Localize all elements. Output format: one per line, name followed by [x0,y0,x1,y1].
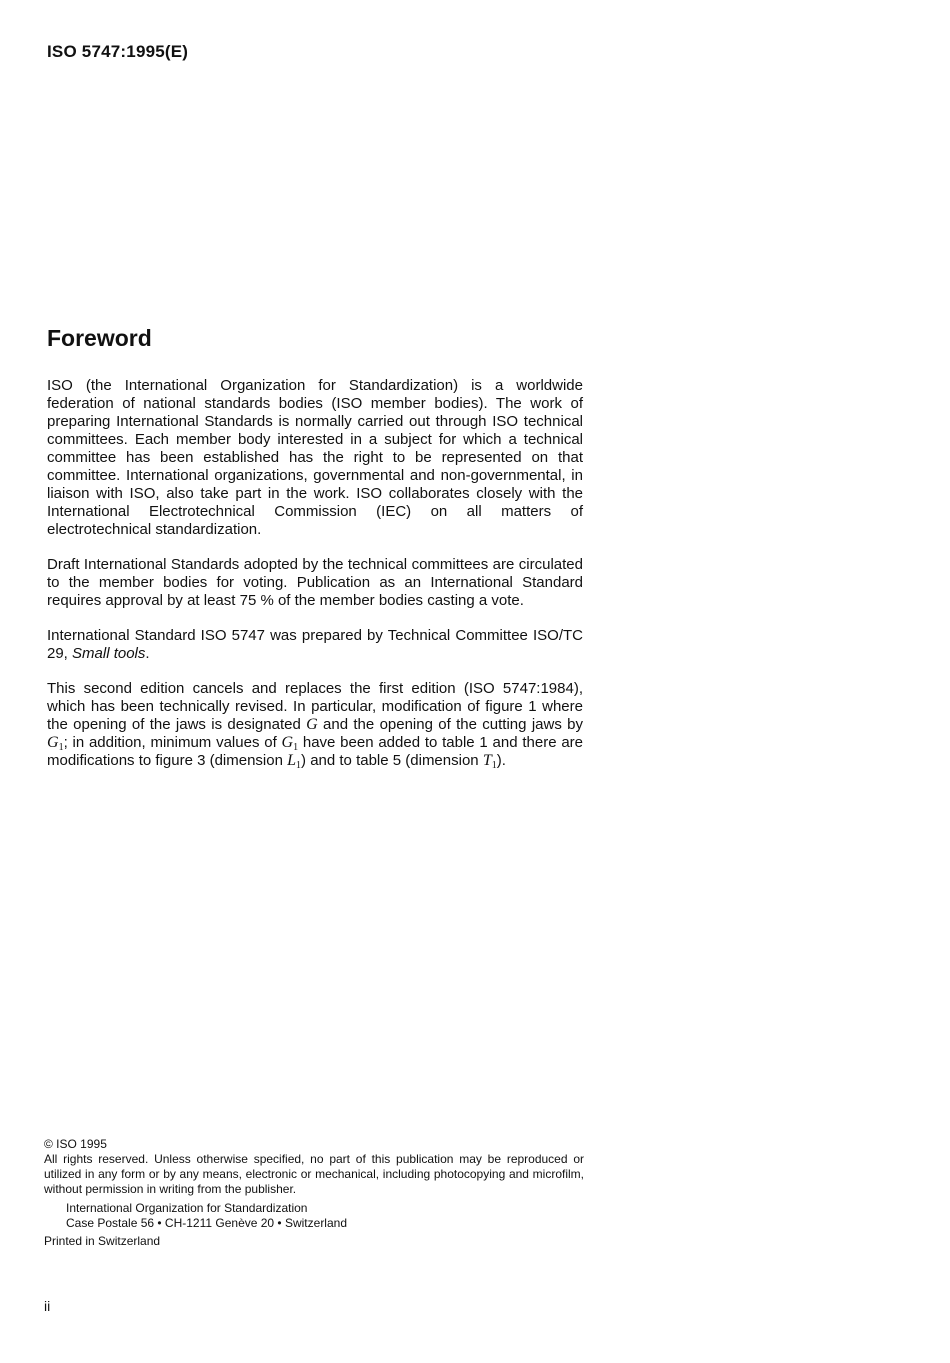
foreword-body [47,377,583,787]
paragraph-4-part-6: ). [496,752,506,769]
publisher-name: International Organization for Standardization [66,1201,308,1215]
variable-g: G [306,716,318,733]
document-id: ISO 5747:1995(E) [47,42,189,61]
variable-l1-symbol: L [287,752,297,769]
paragraph-4-part-3: ; in addition, minimum values of [63,734,282,751]
paragraph-4-part-1: This second edition cancels and replaces the first edition (ISO 5747:1984), which has been technically revised. In particular, modification of figure 1 where the opening of the jaws is designated [47,680,583,733]
publisher-postal-address: Case Postale 56 • CH-1211 Genève 20 • Switzerland [66,1216,347,1230]
copyright-footer [44,1137,584,1249]
variable-t1-subscript: 1 [491,760,497,771]
variable-g1 [47,734,64,751]
paragraph-4-part-5: ) and to table 5 (dimension [301,752,483,769]
foreword-paragraph-4 [47,680,583,770]
paragraph-3-text: International Standard ISO 5747 was prepared by Technical Committee ISO/TC 29, [47,627,583,662]
variable-t1 [483,752,497,769]
rights-statement: All rights reserved. Unless otherwise specified, no part of this publication may be reproduced or utilized in any form or by any means, electronic or mechanical, including photocopying and microfilm, without permission in writing from the publisher. [44,1152,584,1196]
foreword-paragraph-2: Draft International Standards adopted by the technical committees are circulated to the member bodies for voting. Publication as an International Standard requires approval by at least 75 % of the member bodies casting a vote. [47,556,583,609]
foreword-title: Foreword [47,325,152,351]
variable-t1-symbol: T [482,752,492,769]
variable-g1-subscript: 1 [58,742,64,753]
variable-g1-second-symbol: G [281,734,294,751]
foreword-paragraph-1: ISO (the International Organization for Standardization) is a worldwide federation of national standards bodies (ISO member bodies). The work of preparing International Standards is normally carried out through ISO technical committees. Each member body interested in a subject for which a technical committee has been established has the right to be represented on that committee. International organizations, governmental and non-governmental, in liaison with ISO, also take part in the work. ISO collaborates closely with the International Electrotechnical Commission (IEC) on all matters of electrotechnical standardization. [47,377,583,538]
committee-name: Small tools [72,645,146,662]
paragraph-3-end: . [145,645,150,662]
copyright-notice: © ISO 1995 [44,1137,107,1151]
printed-in: Printed in Switzerland [44,1234,161,1248]
variable-g1-second [282,734,299,751]
page-number: ii [44,1298,51,1314]
variable-g1-symbol: G [47,734,59,751]
foreword-paragraph-3 [47,627,583,663]
variable-l1 [287,752,301,769]
variable-l1-subscript: 1 [296,760,302,771]
publisher-address [66,1201,584,1231]
variable-g1-second-subscript: 1 [293,742,299,753]
paragraph-4-part-2: and the opening of the cutting jaws by [317,716,583,733]
paragraph-4-part-4: have been added to table 1 and there are modifications to figure 3 (dimension [47,734,583,769]
